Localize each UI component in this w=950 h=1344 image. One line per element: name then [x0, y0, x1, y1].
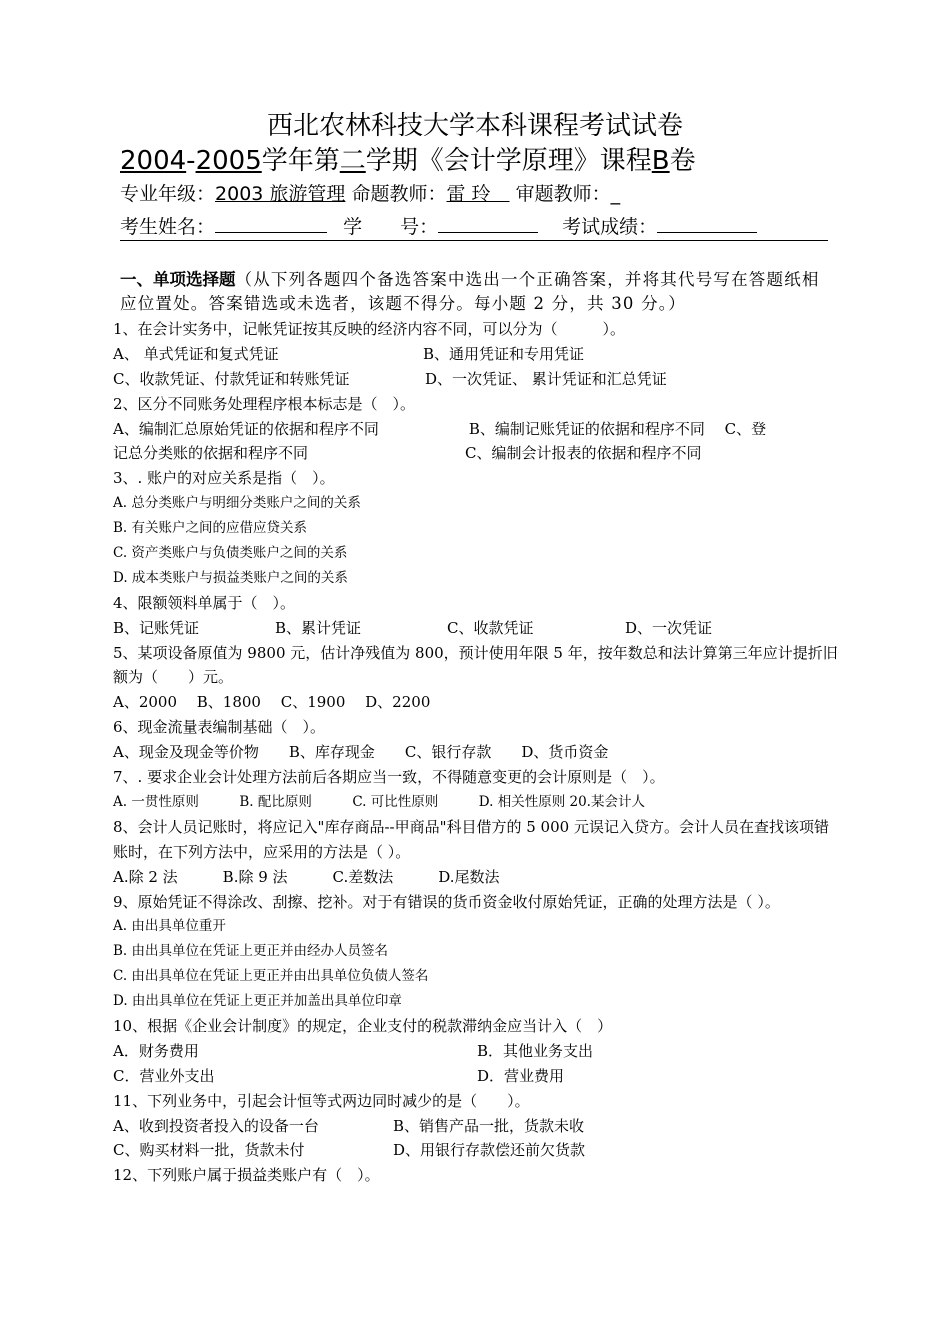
- section-title: 一、单项选择题: [120, 270, 236, 289]
- option-b: B、通用凭证和专用凭证: [423, 344, 585, 363]
- question-8-options: A.除 2 法 B.除 9 法 C.差数法 D.尾数法: [113, 867, 500, 886]
- reviewer-value: _: [610, 183, 621, 205]
- paper-suffix: 卷: [669, 146, 696, 176]
- option-c: C、购买材料一批，货款未付: [113, 1141, 305, 1160]
- question-1: 1、在会计实务中，记帐凭证按其反映的经济内容不同，可以分为（ ）。: [113, 320, 626, 338]
- question-3: 3、. 账户的对应关系是指（ ）。: [113, 469, 335, 488]
- paper-version: B: [651, 146, 670, 176]
- option-a: A、收到投资者投入的设备一台: [113, 1116, 319, 1135]
- question-2: 2、区分不同账务处理程序根本标志是（ ）。: [113, 394, 416, 413]
- student-id-label: 学 号：: [343, 216, 439, 238]
- score-blank[interactable]: [657, 212, 757, 233]
- question-11-options-cd: [113, 1138, 839, 1163]
- question-9: 9、原始凭证不得涂改、刮擦、挖补。对于有错误的货币资金收付原始凭证，正确的处理方法是（ ）。: [113, 892, 780, 911]
- question-1-options-cd: [113, 367, 839, 392]
- question-5: 5、某项设备原值为 9800 元，估计净残值为 800，预计使用年限 5 年，按年数总和法计算第三年应计提折旧额为（ ）元。: [113, 643, 838, 687]
- option-b: B、销售产品一批，货款未收: [393, 1116, 585, 1135]
- meta-row-teachers: [120, 180, 620, 208]
- question-11: 11、下列业务中，引起会计恒等式两边同时减少的是（ ）。: [113, 1091, 530, 1110]
- option-c: C、收款凭证: [447, 618, 534, 637]
- setter-label: 命题教师：: [351, 183, 447, 205]
- question-6-options: A、现金及现金等价物 B、库存现金 C、银行存款 D、货币资金: [113, 743, 609, 762]
- option-a: B、记账凭证: [113, 618, 200, 637]
- option-d: D、用银行存款偿还前欠货款: [393, 1141, 586, 1160]
- question-3-option-b: B. 有关账户之间的应借应贷关系: [113, 520, 308, 537]
- section-heading: [120, 268, 820, 316]
- question-5-options: A、2000 B、1800 C、1900 D、2200: [113, 693, 431, 712]
- score-label: 考试成绩：: [562, 216, 658, 238]
- question-10-options-cd: [113, 1064, 839, 1089]
- option-d: D、一次凭证、 累计凭证和汇总凭证: [425, 369, 667, 388]
- term-prefix: 学年第: [261, 146, 340, 176]
- option-a: A、 单式凭证和复式凭证: [113, 344, 279, 363]
- question-2-options-line1: A、编制汇总原始凭证的依据和程序不同 B、编制记账凭证的依据和程序不同 C、登: [113, 419, 767, 438]
- question-12: 12、下列账户属于损益类账户有（ ）。: [113, 1166, 380, 1185]
- major-value: 2003 旅游管理: [215, 183, 346, 205]
- question-7: 7、. 要求企业会计处理方法前后各期应当一致，不得随意变更的会计原则是（ ）。: [113, 768, 665, 787]
- meta-row-student: [120, 212, 757, 241]
- year-end: 2005: [195, 146, 262, 176]
- question-9-option-b: B. 由出具单位在凭证上更正并由经办人员签名: [113, 943, 389, 960]
- course-name: 学期《会计学原理》课程: [365, 146, 652, 176]
- question-3-option-c: C. 资产类账户与负债类账户之间的关系: [113, 545, 348, 562]
- question-11-options-ab: [113, 1114, 839, 1139]
- term-number: 二: [339, 146, 366, 176]
- question-9-option-c: C. 由出具单位在凭证上更正并由出具单位负债人签名: [113, 968, 429, 985]
- option-d: D、一次凭证: [625, 618, 713, 637]
- year-separator: -: [186, 146, 196, 176]
- option-a: A．财务费用: [113, 1041, 199, 1060]
- question-4: 4、限额领料单属于（ ）。: [113, 593, 296, 612]
- question-2-options-line2: [113, 441, 839, 466]
- question-6: 6、现金流量表编制基础（ ）。: [113, 718, 326, 737]
- question-3-option-d: D. 成本类账户与损益类账户之间的关系: [113, 569, 348, 586]
- student-id-blank[interactable]: [438, 212, 538, 233]
- setter-value: 雷 玲: [446, 183, 491, 205]
- major-label: 专业年级：: [120, 183, 216, 205]
- name-label: 考生姓名：: [120, 216, 216, 238]
- year-start: 2004: [120, 146, 187, 176]
- option-c-part: 记总分类账的依据和程序不同: [113, 444, 309, 463]
- option-c: C、编制会计报表的依据和程序不同: [465, 444, 702, 463]
- option-b: B．其他业务支出: [477, 1041, 594, 1060]
- question-7-options: A. 一贯性原则 B. 配比原则 C. 可比性原则 D. 相关性原则 20.某会计人: [113, 793, 645, 810]
- header-divider: [120, 240, 828, 241]
- option-c: C．营业外支出: [113, 1066, 215, 1085]
- exam-title: 西北农林科技大学本科课程考试试卷: [266, 111, 683, 141]
- option-b: B、累计凭证: [275, 618, 362, 637]
- course-subtitle: [120, 143, 696, 179]
- option-c: C、收款凭证、付款凭证和转账凭证: [113, 369, 350, 388]
- question-list: [113, 317, 839, 1188]
- name-blank[interactable]: [215, 212, 327, 233]
- question-10-options-ab: [113, 1039, 839, 1064]
- section-instruction: （从下列各题四个备选答案中选出一个正确答案，并将其代号写在答题纸相应位置处。答案错选或未选者，该题不得分。每小题 2 分，共 30 分。）: [120, 270, 820, 313]
- question-8: 8、会计人员记账时，将应记入"库存商品--甲商品"科目借方的 5 000 元误记入贷方。会计人员在查找该项错账时，在下列方法中，应采用的方法是（ ）。: [113, 817, 829, 861]
- question-4-options: [113, 616, 839, 641]
- question-9-option-d: D. 由出具单位在凭证上更正并加盖出具单位印章: [113, 993, 402, 1010]
- question-3-option-a: A. 总分类账户与明细分类账户之间的关系: [113, 495, 361, 512]
- question-1-options-ab: [113, 342, 839, 367]
- reviewer-label: 审题教师：: [515, 183, 611, 205]
- question-10: 10、根据《企业会计制度》的规定，企业支付的税款滞纳金应当计入（ ）: [113, 1017, 613, 1036]
- option-d: D．营业费用: [477, 1066, 565, 1085]
- question-9-option-a: A. 由出具单位重开: [113, 918, 226, 935]
